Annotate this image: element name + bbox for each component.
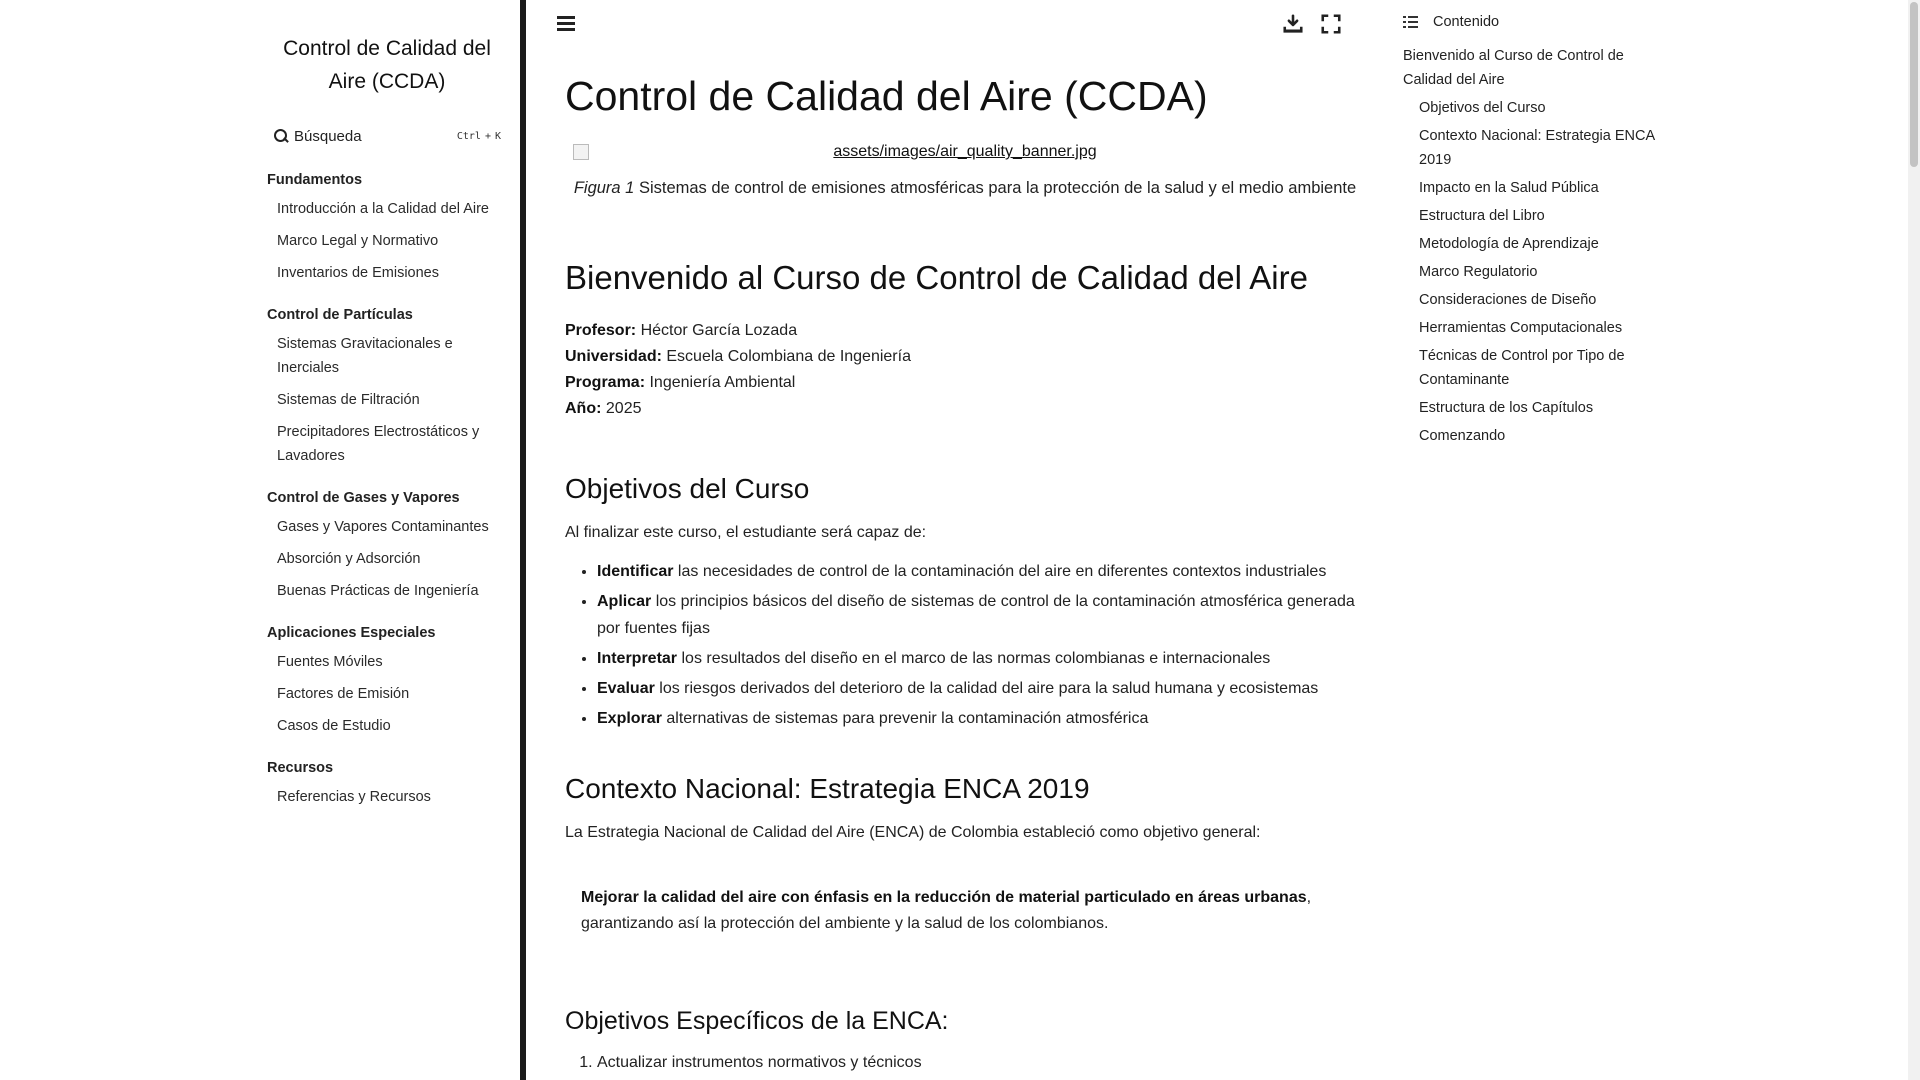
toc-item-estructura-capitulos[interactable]: Estructura de los Capítulos	[1419, 400, 1594, 416]
list-item: • Aplicar los principios básicos del diseño de sistemas de control de la contaminación atmosférica generada por fuentes fijas	[597, 588, 1365, 642]
nav-item-gases-vapores[interactable]: Gases y Vapores Contaminantes	[277, 519, 489, 535]
toc-item-herramientas[interactable]: Herramientas Computacionales	[1419, 320, 1623, 336]
nav-section-title: Control de Partículas	[267, 307, 413, 323]
nav-item-marco-legal[interactable]: Marco Legal y Normativo	[277, 233, 439, 249]
nav-section-title: Recursos	[267, 760, 334, 776]
banner-figure	[565, 143, 1365, 198]
toc-header	[1403, 14, 1663, 30]
toc-item-tecnicas[interactable]: Técnicas de Control por Tipo de Contaminante	[1419, 348, 1625, 388]
toc-item-comenzando[interactable]: Comenzando	[1419, 428, 1506, 444]
nav-item-inventarios[interactable]: Inventarios de Emisiones	[277, 265, 439, 281]
list-item: 1. Actualizar instrumentos normativos y técnicos	[597, 1050, 1365, 1076]
search-button[interactable]	[273, 122, 503, 150]
nav-section-aplicaciones	[267, 625, 520, 738]
toc-item-metodologia[interactable]: Metodología de Aprendizaje	[1419, 236, 1599, 252]
table-of-contents	[1403, 0, 1663, 1080]
list-item: • Evaluar los riesgos derivados del deterioro de la calidad del aire para la salud humana y ecosistemas	[597, 675, 1365, 702]
nav-item-casos-estudio[interactable]: Casos de Estudio	[277, 718, 391, 734]
article-content	[565, 0, 1365, 1080]
primary-sidebar	[0, 0, 526, 1080]
figure-caption: Figura 1 Sistemas de control de emisiones atmosféricas para la protección de la salud y el medio ambiente	[573, 179, 1357, 197]
contexto-text: La Estrategia Nacional de Calidad del Aire (ENCA) de Colombia estableció como objetivo general:	[565, 824, 1261, 841]
banner-image-link[interactable]: assets/images/air_quality_banner.jpg	[833, 143, 1097, 160]
especificos-heading: Objetivos Específicos de la ENCA:	[565, 1007, 949, 1035]
toc-item-contexto[interactable]: Contexto Nacional: Estrategia ENCA 2019	[1419, 128, 1655, 168]
nav-section-fundamentos	[267, 172, 520, 285]
nav-item-filtracion[interactable]: Sistemas de Filtración	[277, 392, 420, 408]
nav-section-title: Fundamentos	[267, 172, 363, 188]
toc-item-marco[interactable]: Marco Regulatorio	[1419, 264, 1538, 280]
list-item: • Explorar alternativas de sistemas para prevenir la contaminación atmosférica	[597, 705, 1365, 732]
nav-section-particulas	[267, 307, 520, 468]
nav-item-absorcion[interactable]: Absorción y Adsorción	[277, 551, 421, 567]
page-title: Control de Calidad del Aire (CCDA)	[565, 73, 1208, 119]
nav-section-gases	[267, 490, 520, 603]
toc-item-bienvenido[interactable]: Bienvenido al Curso de Control de Calidad del Aire	[1403, 48, 1624, 88]
enca-quote: Mejorar la calidad del aire con énfasis en la reducción de material particulado en áreas urbanas, garantizando así la protección del ambiente y la salud de los colombianos.	[581, 889, 1312, 932]
broken-image-icon	[573, 144, 589, 160]
nav-section-title: Aplicaciones Especiales	[267, 625, 436, 641]
scrollbar-thumb[interactable]	[1910, 2, 1918, 167]
nav-item-precipitadores[interactable]: Precipitadores Electrostáticos y Lavadores	[277, 424, 480, 464]
welcome-heading: Bienvenido al Curso de Control de Calidad del Aire	[565, 259, 1308, 296]
nav-item-buenas-practicas[interactable]: Buenas Prácticas de Ingeniería	[277, 583, 479, 599]
nav-item-introduccion[interactable]: Introducción a la Calidad del Aire	[277, 201, 489, 217]
list-icon	[1403, 15, 1419, 29]
nav-section-title: Control de Gases y Vapores	[267, 490, 460, 506]
toc-item-estructura-libro[interactable]: Estructura del Libro	[1419, 208, 1545, 224]
nav-item-gravitacionales[interactable]: Sistemas Gravitacionales e Inerciales	[277, 336, 453, 376]
toc-item-diseno[interactable]: Consideraciones de Diseño	[1419, 292, 1597, 308]
list-item: • Identificar las necesidades de control de la contaminación del aire en diferentes contextos industriales	[597, 558, 1365, 585]
page-scrollbar[interactable]	[1908, 0, 1920, 1080]
course-meta: Profesor: Héctor García Lozada Universidad: Escuela Colombiana de Ingeniería Programa: Ingeniería Ambiental Año: 2025	[565, 322, 911, 417]
search-label: Búsqueda	[294, 127, 362, 145]
contexto-heading: Contexto Nacional: Estrategia ENCA 2019	[565, 773, 1090, 804]
nav-item-fuentes-moviles[interactable]: Fuentes Móviles	[277, 654, 383, 670]
nav-item-factores-emision[interactable]: Factores de Emisión	[277, 686, 410, 702]
site-title[interactable]: Control de Calidad del Aire (CCDA)	[283, 37, 491, 93]
list-item: • Interpretar los resultados del diseño en el marco de las normas colombianas e internacionales	[597, 645, 1365, 672]
search-icon	[273, 128, 289, 144]
objetivos-heading: Objetivos del Curso	[565, 473, 810, 504]
especificos-list	[565, 1050, 1365, 1076]
nav-item-referencias[interactable]: Referencias y Recursos	[277, 789, 431, 805]
toc-title: Contenido	[1433, 14, 1500, 30]
objetivos-lead: Al finalizar este curso, el estudiante será capaz de:	[565, 524, 927, 541]
search-shortcut: Ctrl + K	[456, 130, 501, 142]
toc-item-impacto[interactable]: Impacto en la Salud Pública	[1419, 180, 1599, 196]
nav-section-recursos	[267, 760, 520, 809]
toc-item-objetivos[interactable]: Objetivos del Curso	[1419, 100, 1546, 116]
objetivos-list	[565, 558, 1365, 732]
